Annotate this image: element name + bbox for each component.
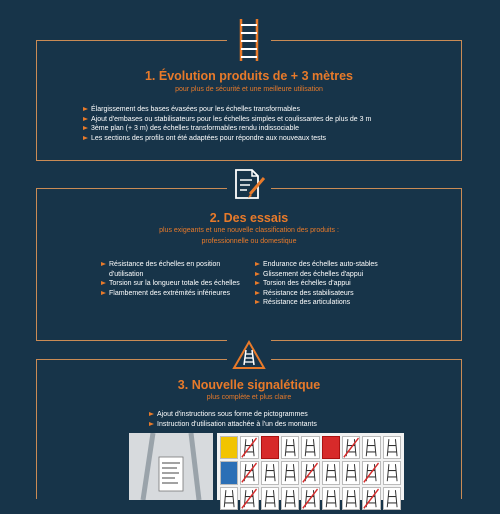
info-pictogram-icon	[220, 461, 238, 484]
section3-bullet-list	[149, 410, 409, 429]
pictogram-icon	[383, 461, 401, 484]
section1-subtitle: pour plus de sécurité et une meilleure utilisation	[175, 86, 323, 93]
section-tests	[36, 188, 462, 341]
list-item: Endurance des échelles auto-stables	[255, 260, 445, 270]
pictogram-icon	[240, 487, 258, 510]
pictogram-icon	[362, 487, 380, 510]
pictogram-icon	[281, 436, 299, 459]
list-item: Résistance des stabilisateurs	[255, 289, 445, 299]
pictogram-icon	[240, 436, 258, 459]
section-product-evolution	[36, 40, 462, 161]
section2-bullet-list-left	[101, 260, 251, 298]
pictogram-icon	[220, 487, 238, 510]
pictogram-icon	[342, 461, 360, 484]
signage-images	[129, 433, 404, 500]
stop-pictogram-icon	[261, 436, 279, 459]
pictogram-icon	[301, 436, 319, 459]
list-item: Résistance des échelles en position d'utilisation	[101, 260, 251, 279]
section2-subtitle-line1: plus exigeants et une nouvelle classification des produits :	[159, 227, 339, 234]
section3-subtitle: plus complète et plus claire	[206, 394, 292, 401]
list-item: Ajout d'embases ou stabilisateurs pour les échelles simples et coulissantes de plus de 3 m	[83, 115, 453, 125]
list-item: Élargissement des bases évasées pour les échelles transformables	[83, 105, 453, 115]
pictogram-icon	[281, 487, 299, 510]
pictogram-icon	[383, 436, 401, 459]
pictogram-sheet	[217, 433, 404, 500]
warning-pictogram-icon	[220, 436, 238, 459]
section2-subtitle-line2: professionnelle ou domestique	[201, 238, 297, 245]
pictogram-icon	[362, 436, 380, 459]
pictogram-icon	[322, 461, 340, 484]
list-item: Ajout d'instructions sous forme de pictogrammes	[149, 410, 409, 420]
list-item: Instruction d'utilisation attachée à l'un des montants	[149, 420, 409, 430]
list-item: Torsion des échelles d'appui	[255, 279, 445, 289]
pictogram-icon	[383, 487, 401, 510]
section2-bullet-list-right	[255, 260, 445, 308]
pictogram-icon	[301, 461, 319, 484]
pictogram-icon	[261, 487, 279, 510]
list-item: Résistance des articulations	[255, 298, 445, 308]
pictogram-icon	[362, 461, 380, 484]
pictogram-icon	[322, 487, 340, 510]
pictogram-icon	[261, 461, 279, 484]
pictogram-icon	[342, 487, 360, 510]
pictogram-icon	[240, 461, 258, 484]
document-pen-icon	[227, 165, 271, 203]
ladder-icon	[227, 15, 271, 65]
list-item: Flambement des extrémités inférieures	[101, 289, 251, 299]
ladder-label-photo	[129, 433, 213, 500]
section1-bullet-list	[83, 105, 453, 143]
pictogram-icon	[301, 487, 319, 510]
section1-title: 1. Évolution produits de + 3 mètres	[144, 69, 354, 83]
stop-pictogram-icon	[322, 436, 340, 459]
list-item: Les sections des profils ont été adaptées pour répondre aux nouveaux tests	[83, 134, 453, 144]
list-item: Torsion sur la longueur totale des échelles	[101, 279, 251, 289]
section-signage	[36, 359, 462, 499]
pictogram-icon	[281, 461, 299, 484]
section3-title: 3. Nouvelle signalétique	[177, 378, 321, 392]
warning-ladder-icon	[227, 336, 271, 374]
pictogram-icon	[342, 436, 360, 459]
list-item: Glissement des échelles d'appui	[255, 270, 445, 280]
section2-title: 2. Des essais	[209, 211, 289, 225]
list-item: 3ème plan (+ 3 m) des échelles transformables rendu indissociable	[83, 124, 453, 134]
